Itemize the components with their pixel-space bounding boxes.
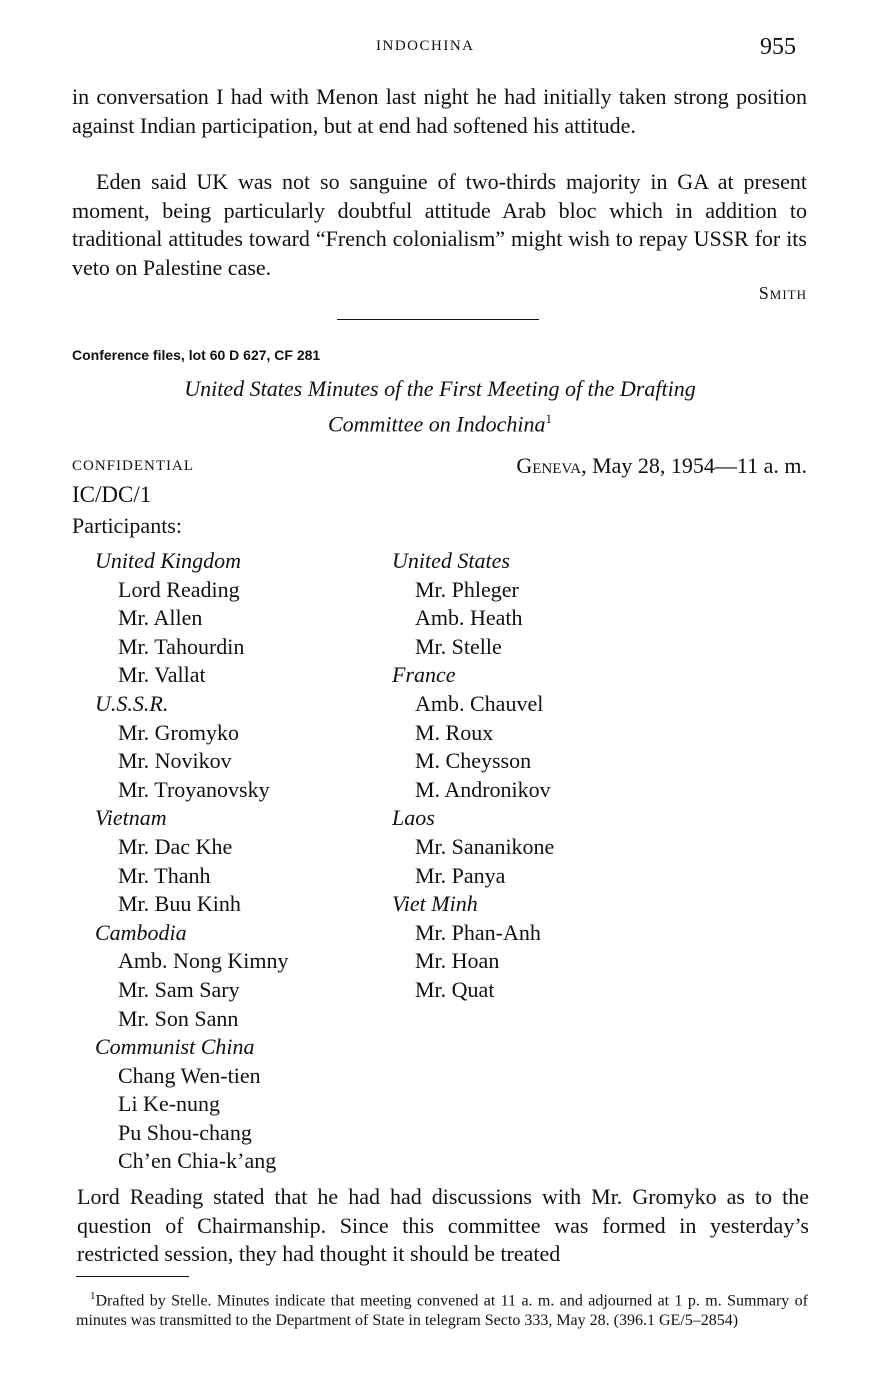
dateline-place: Geneva — [516, 453, 582, 478]
participant-name: Mr. Gromyko — [118, 719, 239, 745]
paragraph-eden: Eden said UK was not so sanguine of two-thirds majority in GA at present moment, being particularly doubtful attitude Arab bloc which in addition to traditional attitudes toward “French colonialism” might wish to repay USSR for its veto on Palestine case. — [72, 169, 807, 280]
country-heading: United States — [392, 548, 510, 573]
participant-name: Li Ke-nung — [118, 1091, 221, 1117]
country-heading: U.S.S.R. — [95, 690, 169, 716]
signature: Smith — [758, 283, 807, 303]
country-heading: Laos — [392, 805, 435, 831]
country-heading: Vietnam — [95, 805, 167, 831]
participant-name: Mr. Hoan — [415, 948, 500, 974]
classification: CONFIDENTIAL — [72, 458, 194, 474]
participant-name: M. Cheysson — [415, 748, 532, 774]
participant-name: Mr. Allen — [118, 605, 203, 631]
participant-name: Mr. Phleger — [415, 576, 519, 602]
title-line-1: United States Minutes of the First Meeting of the Drafting — [184, 376, 696, 401]
participant-name: Mr. Phan-Anh — [415, 919, 541, 945]
page-number: 955 — [760, 34, 796, 60]
participant-name: Mr. Sam Sary — [118, 976, 240, 1002]
document-title — [100, 374, 780, 439]
title-line-2 — [100, 404, 780, 439]
country-heading: Viet Minh — [392, 891, 478, 917]
participants-left-column — [95, 547, 289, 1176]
participant-name: Amb. Chauvel — [415, 690, 544, 716]
title-footnote-mark: 1 — [545, 411, 553, 426]
participant-name: Mr. Troyanovsky — [118, 776, 270, 802]
participants-label: Participants: — [72, 513, 182, 538]
source-note: Conference files, lot 60 D 627, CF 281 — [72, 347, 321, 363]
running-title: INDOCHINA — [376, 38, 475, 54]
participant-name: Mr. Novikov — [118, 748, 232, 774]
participant-name: M. Andronikov — [415, 776, 551, 802]
section-divider — [337, 319, 539, 320]
participant-name: Lord Reading — [118, 576, 240, 602]
paragraph-reading: Lord Reading stated that he had had discussions with Mr. Gromyko as to the question of Chairmanship. Since this committee was formed in yesterday’s restricted session, they had thought it should be treated — [77, 1184, 809, 1266]
participant-name: Mr. Panya — [415, 862, 506, 888]
title-line-2-text: Committee on Indochina — [327, 411, 546, 437]
footnote-divider — [76, 1276, 189, 1277]
participant-name: M. Roux — [415, 719, 494, 745]
participant-name: Mr. Dac Khe — [118, 833, 233, 859]
country-heading: Cambodia — [95, 919, 187, 945]
participant-name: Mr. Tahourdin — [118, 633, 245, 659]
participant-name: Amb. Nong Kimny — [118, 948, 289, 974]
country-heading: France — [392, 662, 456, 688]
participants-right-column — [392, 547, 554, 1005]
participant-name: Mr. Thanh — [118, 862, 211, 888]
participant-name: Mr. Son Sann — [118, 1005, 239, 1031]
document-number: IC/DC/1 — [72, 482, 152, 507]
footnote-mark: 1 — [90, 1290, 96, 1302]
participant-name: Ch’en Chia-k’ang — [118, 1148, 277, 1174]
participant-name: Mr. Vallat — [118, 662, 206, 688]
participant-name: Mr. Stelle — [415, 633, 502, 659]
dateline-date: , May 28, 1954—11 a. m. — [581, 453, 807, 478]
footnote — [76, 1287, 808, 1330]
participant-name: Amb. Heath — [415, 605, 523, 631]
country-heading: Communist China — [95, 1034, 255, 1060]
country-heading: United Kingdom — [95, 548, 242, 573]
participant-name: Mr. Quat — [415, 976, 495, 1002]
paragraph-menon: in conversation I had with Menon last night he had initially taken strong position against Indian participation, but at end had softened his attitude. — [72, 84, 807, 138]
participant-name: Mr. Sananikone — [415, 833, 555, 859]
dateline — [516, 453, 807, 479]
participant-name: Pu Shou-chang — [118, 1119, 252, 1145]
participant-name: Chang Wen-tien — [118, 1062, 261, 1088]
footnote-text: Drafted by Stelle. Minutes indicate that meeting convened at 11 a. m. and adjourned at 1 p. m. Summary of minutes was transmitted to the Department of State in telegram Secto 333, May 28. (396.1 GE/5–2854) — [76, 1292, 808, 1329]
participant-name: Mr. Buu Kinh — [118, 891, 241, 917]
